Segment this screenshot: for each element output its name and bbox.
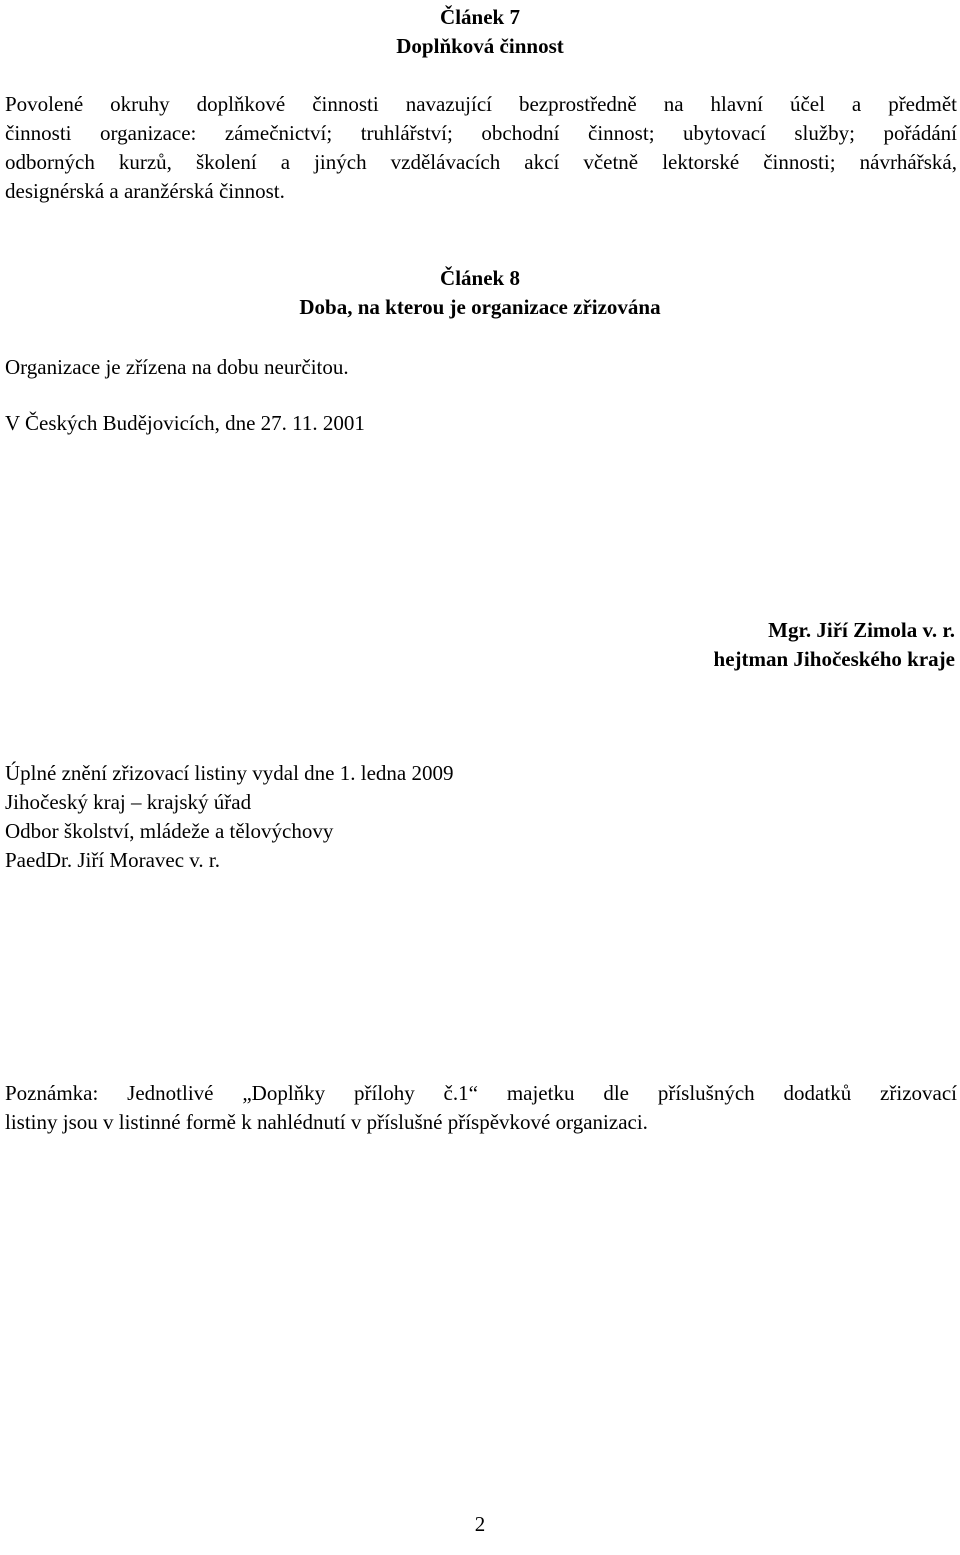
page-number: 2 (474, 1512, 486, 1536)
issuance-line: Jihočeský kraj – krajský úřad (5, 790, 252, 814)
article-8-subtitle: Doba, na kterou je organizace zřizována (299, 295, 661, 319)
article-7-title: Článek 7 (440, 5, 520, 29)
article-7-line: designérská a aranžérská činnost. (5, 179, 285, 203)
issuance-line: Úplné znění zřizovací listiny vydal dne 1. ledna 2009 (5, 761, 454, 785)
article-8-title: Článek 8 (440, 266, 520, 290)
issuance-line: Odbor školství, mládeže a tělovýchovy (5, 819, 334, 843)
signature-role: hejtman Jihočeského kraje (713, 647, 955, 671)
article-7-line: odborných kurzů, školení a jiných vzdělávacích akcí včetně lektorské činnosti; návrhářská, (5, 150, 957, 174)
place-date (5, 409, 957, 438)
signature-block (714, 616, 955, 674)
article-7-line: Povolené okruhy doplňkové činnosti navazující bezprostředně na hlavní účel a předmět (5, 92, 957, 116)
signature-name: Mgr. Jiří Zimola v. r. (768, 618, 955, 642)
article-7-line: činnosti organizace: zámečnictví; truhlářství; obchodní činnost; ubytovací služby; pořádání (5, 121, 957, 145)
issuance-block (5, 759, 957, 875)
article-7-paragraph (5, 90, 957, 206)
note-line: listiny jsou v listinné formě k nahlédnutí v příslušné příspěvkové organizaci. (5, 1110, 648, 1134)
article-8-text: Organizace je zřízena na dobu neurčitou. (5, 355, 349, 379)
article-7-heading (0, 3, 960, 61)
note-line: Poznámka: Jednotlivé „Doplňky přílohy č.1“ majetku dle příslušných dodatků zřizovací (5, 1081, 957, 1105)
article-8-paragraph (5, 353, 957, 382)
article-8-heading (0, 264, 960, 322)
issuance-line: PaedDr. Jiří Moravec v. r. (5, 848, 221, 872)
note-paragraph (5, 1079, 957, 1137)
article-7-subtitle: Doplňková činnost (396, 34, 564, 58)
place-date-text: V Českých Budějovicích, dne 27. 11. 2001 (5, 411, 365, 435)
